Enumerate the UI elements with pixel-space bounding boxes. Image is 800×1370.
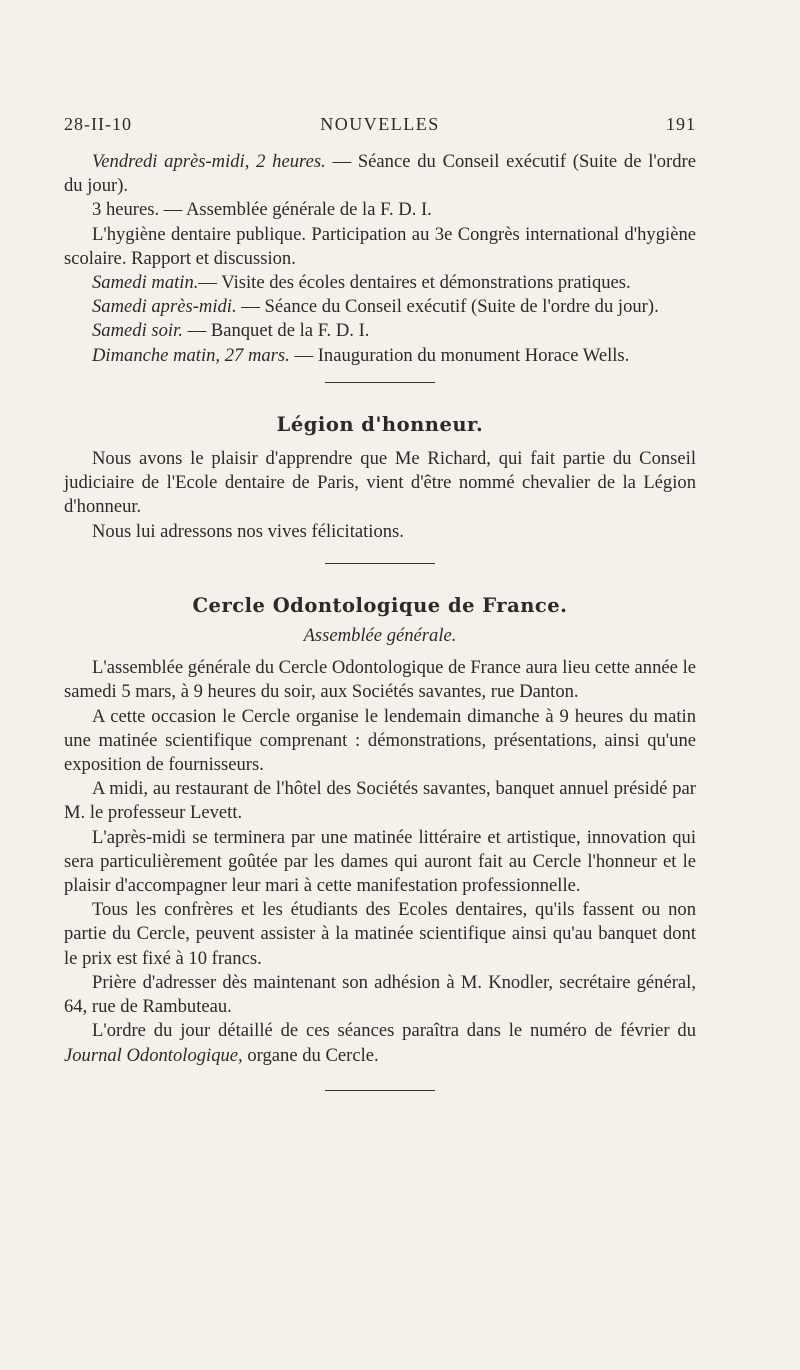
cercle-title: Cercle Odontologique de France. <box>192 593 568 617</box>
legion-paragraph: Nous lui adressons nos vives félicitations. <box>92 520 404 542</box>
legion-title: Légion d'honneur. <box>276 412 484 436</box>
cercle-paragraph: A midi, au restaurant de l'hôtel des Sociétés savantes, banquet annuel présidé par M. le professeur Levett. <box>64 778 696 824</box>
legion-paragraph: Nous avons le plaisir d'apprendre que Me Richard, qui fait partie du Conseil judiciaire de l'Ecole dentaire de Paris, vient d'être nommé chevalier de la Légion d'honneur. <box>64 448 696 518</box>
program-item-text: — Inauguration du monument Horace Wells. <box>289 344 630 366</box>
cercle-subtitle: Assemblée générale. <box>303 625 457 647</box>
program-item-day: Vendredi après-midi, 2 heures. <box>92 151 326 172</box>
program-list <box>64 150 696 368</box>
cercle-paragraph: L'assemblée générale du Cercle Odontologique de France aura lieu cette année le samedi 5 mars, à 9 heures du soir, aux Sociétés savantes, rue Danton. <box>64 657 696 703</box>
program-item-text: — Banquet de la F. D. I. <box>182 320 370 342</box>
program-item-text: 3 heures. — Assemblée générale de la F. D. I. <box>92 199 432 221</box>
program-item <box>64 271 696 295</box>
program-item-text: — Visite des écoles dentaires et démonstrations pratiques. <box>198 272 631 294</box>
program-item <box>64 223 696 271</box>
cercle-paragraph: A cette occasion le Cercle organise le lendemain dimanche à 9 heures du matin une matinée scientifique comprenant : démonstrations, présentations, ainsi qu'une exposition de fournisseurs. <box>64 705 696 776</box>
header-date: 28-II-10 <box>64 114 132 134</box>
program-item-day: Samedi matin. <box>92 272 199 294</box>
journal-title: Journal Odontologique, <box>64 1044 243 1066</box>
page-number: 191 <box>666 114 696 134</box>
program-item-text: — Séance du Conseil exécutif (Suite de l'ordre du jour). <box>64 151 696 197</box>
running-header <box>64 114 696 138</box>
section-divider <box>325 1090 435 1091</box>
program-item-day: Samedi après-midi. <box>92 296 237 318</box>
header-section: NOUVELLES <box>320 114 440 134</box>
program-item <box>64 344 696 368</box>
program-item-text: L'hygiène dentaire publique. Participation au 3e Congrès international d'hygiène scolaire. Rapport et discussion. <box>64 223 696 269</box>
cercle-paragraph <box>64 1019 696 1067</box>
cercle-paragraph: L'après-midi se terminera par une matinée littéraire et artistique, innovation qui sera particulièrement goûtée par les dames qui auront fait au Cercle l'honneur et le plaisir d'accompagner leur mari à cette manifestation professionnelle. <box>64 826 696 897</box>
page-body <box>64 150 696 1091</box>
program-item <box>64 319 696 343</box>
cercle-last-before: L'ordre du jour détaillé de ces séances paraîtra dans le numéro de février du <box>92 1020 696 1042</box>
program-item <box>64 295 696 319</box>
program-item <box>64 150 696 198</box>
cercle-paragraph: Prière d'adresser dès maintenant son adhésion à M. Knodler, secrétaire général, 64, rue de Rambuteau. <box>64 971 696 1018</box>
program-item <box>64 198 696 222</box>
program-item-day: Dimanche matin, 27 mars. <box>92 344 290 366</box>
program-item-text: — Séance du Conseil exécutif (Suite de l'ordre du jour). <box>236 296 659 318</box>
program-item-day: Samedi soir. <box>92 320 183 342</box>
cercle-last-after: organe du Cercle. <box>242 1044 379 1066</box>
cercle-paragraph: Tous les confrères et les étudiants des Ecoles dentaires, qu'ils fassent ou non partie du Cercle, peuvent assister à la matinée scientifique ainsi qu'au banquet dont le prix est fixé à 10 francs. <box>64 899 696 969</box>
